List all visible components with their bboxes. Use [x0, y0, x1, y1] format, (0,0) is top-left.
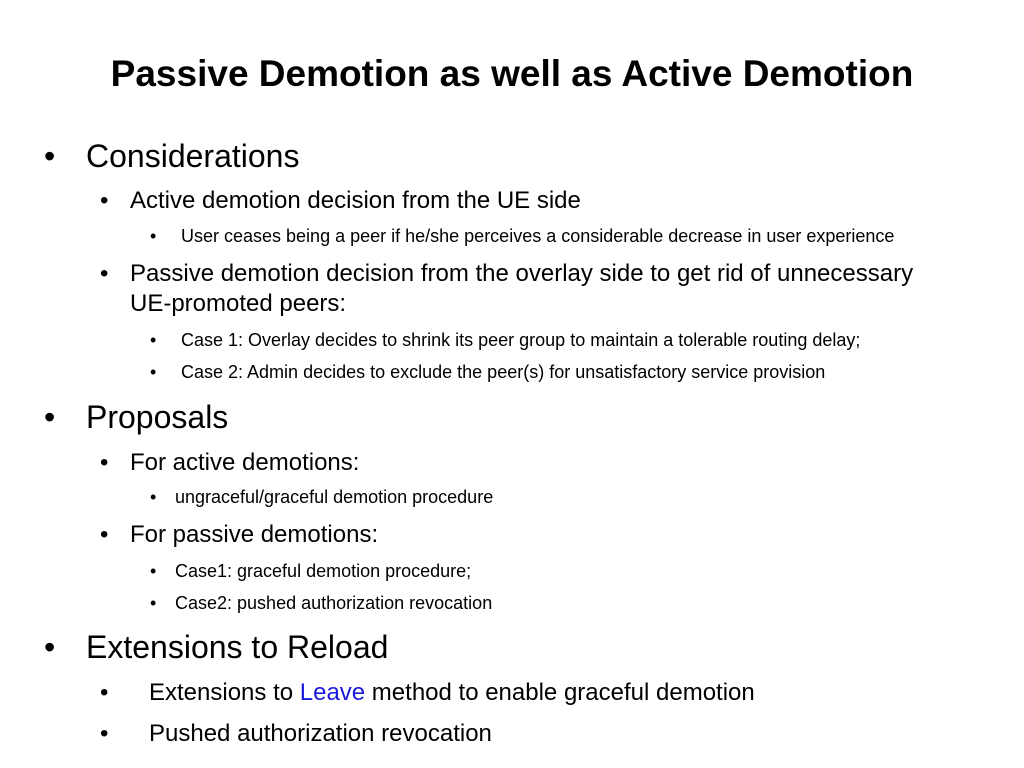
leave-method-link[interactable]: Leave [299, 679, 366, 706]
heading-considerations: Considerations [86, 138, 300, 174]
bullet-case1: • [150, 330, 157, 350]
text-for-active-item: ungraceful/graceful demotion procedure [175, 487, 494, 507]
bullet-active-decision: • [100, 187, 109, 214]
text-extensions-item1-suffix: method to enable graceful demotion [365, 679, 755, 706]
bullet-considerations: • [44, 138, 56, 174]
bullet-active-reason: • [150, 226, 157, 246]
text-extensions-item2: Pushed authorization revocation [149, 720, 492, 747]
bullet-case2: • [150, 362, 157, 382]
heading-extensions: Extensions to Reload [86, 629, 389, 665]
text-passive-decision-line2: UE-promoted peers: [130, 290, 347, 317]
text-proposals-case2: Case2: pushed authorization revocation [175, 593, 493, 613]
bullet-proposals-case2: • [150, 593, 157, 613]
heading-proposals: Proposals [86, 399, 229, 435]
bullet-passive-decision: • [100, 260, 109, 287]
bullet-for-active-item: • [150, 487, 157, 507]
bullet-proposals: • [44, 399, 56, 435]
bullet-for-passive: • [100, 521, 109, 548]
text-for-active: For active demotions: [130, 449, 360, 476]
slide-title: Passive Demotion as well as Active Demotion [110, 53, 914, 94]
text-passive-decision-line1: Passive demotion decision from the overlay side to get rid of unnecessary [130, 260, 914, 287]
bullet-extensions: • [44, 629, 56, 665]
text-extensions-item1 [149, 678, 755, 708]
text-extensions-item1-prefix: Extensions to [149, 679, 300, 706]
text-proposals-case1: Case1: graceful demotion procedure; [175, 561, 472, 581]
bullet-extensions-item1: • [100, 679, 109, 706]
text-active-decision: Active demotion decision from the UE side [130, 187, 581, 214]
text-for-passive: For passive demotions: [130, 521, 379, 548]
text-active-reason: User ceases being a peer if he/she perceives a considerable decrease in user experience [181, 226, 895, 246]
text-considerations-case1: Case 1: Overlay decides to shrink its peer group to maintain a tolerable routing delay; [181, 330, 861, 350]
bullet-proposals-case1: • [150, 561, 157, 581]
bullet-for-active: • [100, 449, 109, 476]
text-considerations-case2: Case 2: Admin decides to exclude the peer(s) for unsatisfactory service provision [181, 362, 826, 382]
bullet-extensions-item2: • [100, 720, 109, 747]
